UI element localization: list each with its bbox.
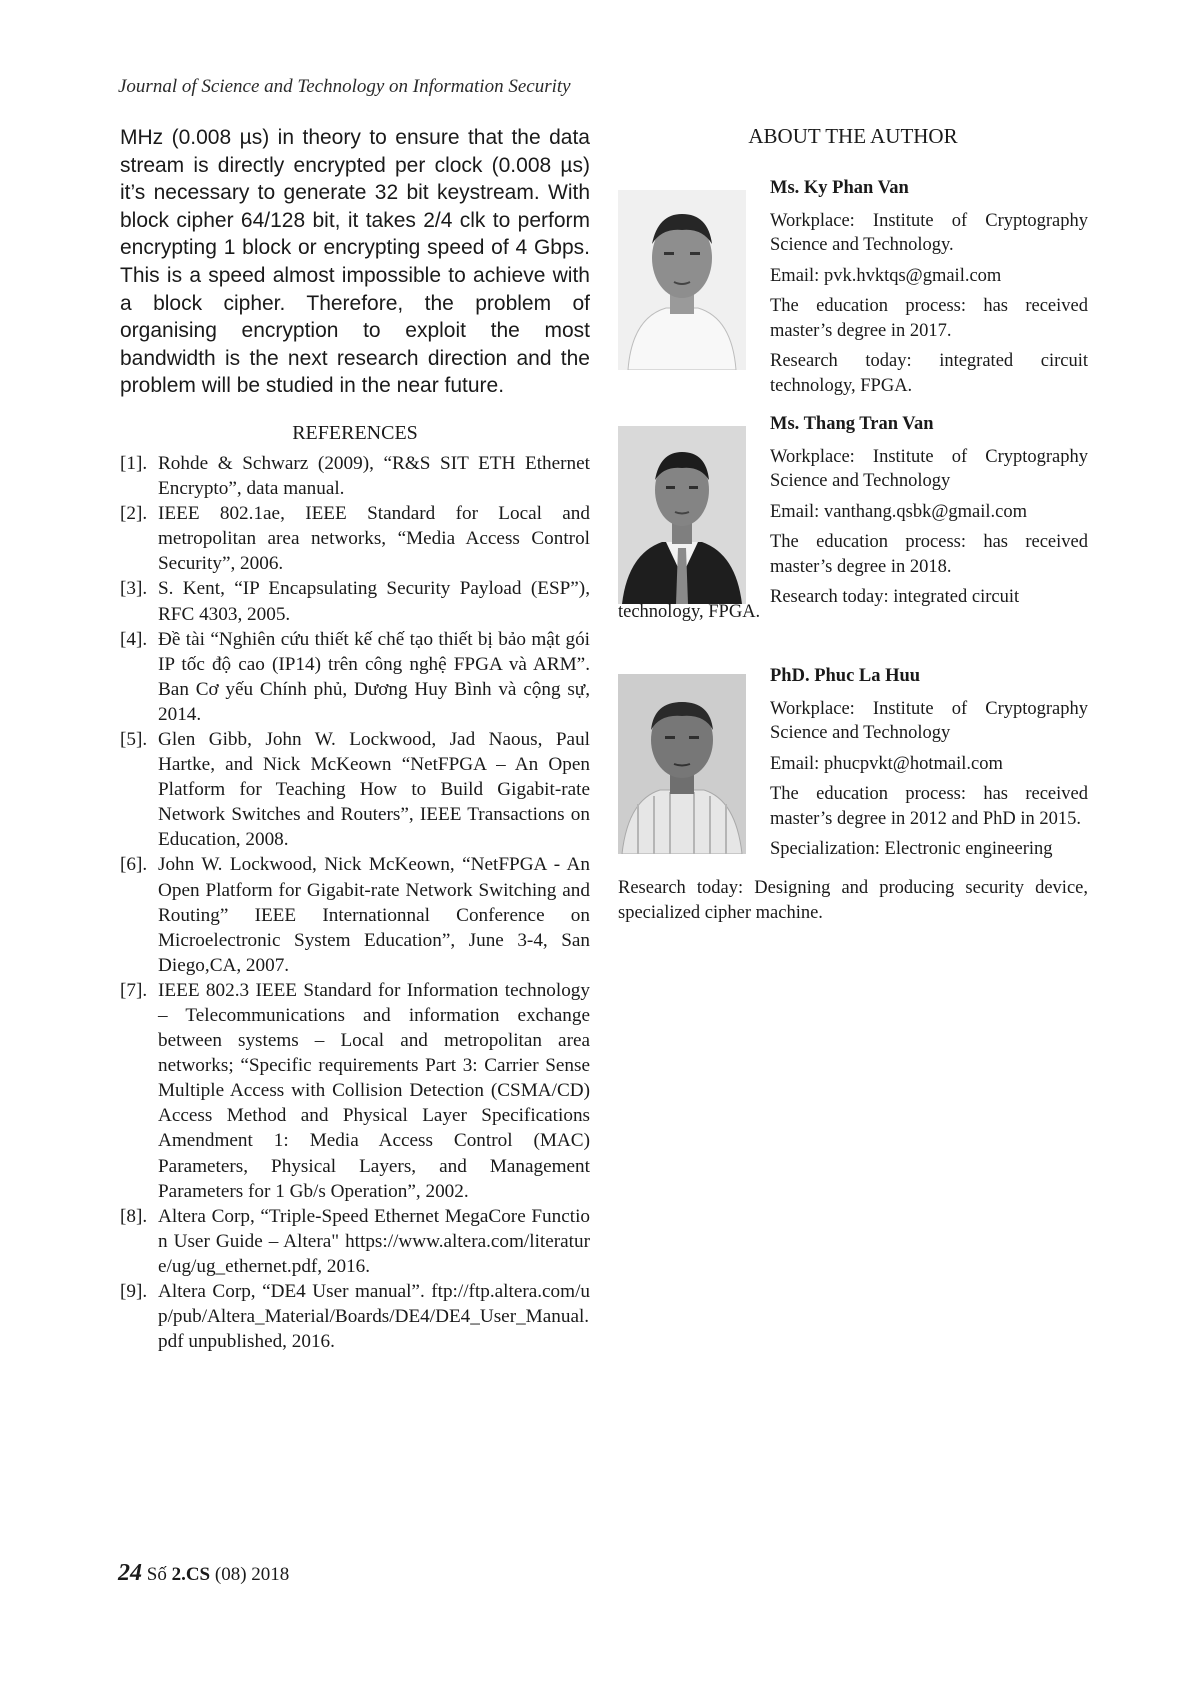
author-email: Email: pvk.hvktqs@gmail.com — [770, 265, 1002, 286]
about-title: ABOUT THE AUTHOR — [748, 124, 958, 148]
reference-item — [120, 451, 590, 501]
author-research: Research today: integrated circuit — [770, 587, 1020, 607]
reference-number: [1]. — [120, 452, 148, 474]
references-list — [120, 451, 590, 1354]
author-info — [770, 176, 1088, 404]
reference-number: [5]. — [120, 728, 148, 750]
author-name: Ms. Ky Phan Van — [770, 178, 909, 198]
author-photo — [618, 426, 746, 604]
author-education: The education process: has received master’s degree in 2012 and PhD in 2015. — [770, 784, 1088, 829]
author-education: The education process: has received master’s degree in 2017. — [770, 296, 1088, 341]
author-info — [770, 664, 1088, 868]
reference-number: [6]. — [120, 854, 148, 876]
author-workplace: Workplace: Institute of Cryptography Science and Technology — [770, 446, 1088, 491]
author-research: Research today: integrated circuit technology, FPGA. — [770, 351, 1088, 396]
reference-number: [9]. — [120, 1281, 148, 1303]
reference-text: Rohde & Schwarz (2009), “R&S SIT ETH Ethernet Encrypto”, data manual. — [158, 452, 590, 500]
left-column — [120, 124, 590, 1354]
author-education: The education process: has received master’s degree in 2018. — [770, 532, 1088, 577]
author-workplace: Workplace: Institute of Cryptography Science and Technology — [770, 698, 1088, 743]
references-title: REFERENCES — [292, 421, 418, 444]
author-name: PhD. Phuc La Huu — [770, 666, 921, 686]
reference-text: Altera Corp, “Triple-Speed Ethernet MegaCore Function User Guide – Altera" https://www.altera.com/literature/ug/ug_ethernet.pdf, 2016. — [158, 1205, 590, 1277]
reference-item — [120, 727, 590, 852]
reference-item — [120, 576, 590, 626]
reference-text: John W. Lockwood, Nick McKeown, “NetFPGA - An Open Platform for Gigabit-rate Network Switching and Routing” IEEE Internationnal Conference on Microelectronic System Education”, June 3-4, San Diego,CA, 2007. — [158, 854, 590, 976]
author-specialization: Specialization: Electronic engineering — [770, 839, 1053, 859]
reference-number: [4]. — [120, 628, 148, 650]
author-research-continued: technology, FPGA. — [618, 602, 761, 622]
reference-text: IEEE 802.3 IEEE Standard for Information technology – Telecommunications and information exchange between systems – Local and metropolitan area networks; “Specific requirements Part 3: Carrier Sense Multiple Access with Collision Detection (CSMA/CD) Access Method and Physical Layer Specifications Amendment 1: Media Access Control (MAC) Parameters, Physical Layers, and Management Parameters for 1 Gb/s Operation”, 2002. — [158, 979, 590, 1202]
reference-number: [7]. — [120, 979, 148, 1001]
reference-number: [3]. — [120, 578, 148, 600]
reference-item — [120, 627, 590, 727]
portrait-image — [618, 190, 746, 370]
reference-text: Glen Gibb, John W. Lockwood, Jad Naous, Paul Hartke, and Nick McKeown “NetFPGA – An Open Platform for Teaching How to Build Gigabit-rate Network Switches and Routers”, IEEE Transactions on Education, 2008. — [158, 728, 590, 851]
portrait-image — [618, 426, 746, 604]
page-footer — [118, 1560, 289, 1587]
author-email: Email: phucpvkt@hotmail.com — [770, 753, 1003, 774]
reference-text: Đề tài “Nghiên cứu thiết kế chế tạo thiết bị bảo mật gói IP tốc độ cao (IP14) trên công nghệ FPGA và ARM”. Ban Cơ yếu Chính phủ, Dương Huy Bình và cộng sự, 2014. — [158, 628, 590, 725]
author-email: Email: vanthang.qsbk@gmail.com — [770, 501, 1027, 522]
author-name: Ms. Thang Tran Van — [770, 414, 934, 434]
reference-number: [8]. — [120, 1205, 148, 1227]
issue-prefix: Số — [146, 1564, 167, 1585]
reference-number: [2]. — [120, 503, 148, 525]
body-paragraph: MHz (0.008 µs) in theory to ensure that the data stream is directly encrypted per clock (0.008 µs) it’s necessary to generate 32 bit keystream. With block cipher 64/128 bit, it takes 2/4 clk to perform encrypting 1 block or encrypting speed of 4 Gbps. This is a speed almost impossible to achieve with a block cipher. Therefore, the problem of organising encryption to exploit the most bandwidth is the next research direction and the problem will be studied in the near future. — [120, 126, 590, 398]
author-photo — [618, 674, 746, 854]
reference-text: S. Kent, “IP Encapsulating Security Payload (ESP”), RFC 4303, 2005. — [158, 578, 590, 625]
reference-item — [120, 978, 590, 1204]
reference-item — [120, 852, 590, 977]
author-info — [770, 412, 1088, 610]
author-research: Research today: Designing and producing security device, specialized cipher machine. — [618, 878, 1088, 923]
reference-text: IEEE 802.1ae, IEEE Standard for Local and metropolitan area networks, “Media Access Control Security”, 2006. — [158, 503, 590, 575]
reference-text: Altera Corp, “DE4 User manual”. ftp://ftp.altera.com/up/pub/Altera_Material/Boards/DE4/DE4_User_Manual.pdf unpublished, 2016. — [158, 1281, 590, 1353]
reference-item — [120, 1204, 590, 1279]
issue-date: (08) 2018 — [214, 1564, 290, 1585]
author-workplace: Workplace: Institute of Cryptography Science and Technology. — [770, 210, 1088, 255]
journal-title: Journal of Science and Technology on Information Security — [118, 76, 571, 97]
portrait-image — [618, 674, 746, 854]
issue-code: 2.CS — [171, 1564, 211, 1585]
reference-item — [120, 501, 590, 576]
page-number: 24 — [118, 1560, 142, 1586]
reference-item — [120, 1279, 590, 1354]
author-photo — [618, 190, 746, 370]
